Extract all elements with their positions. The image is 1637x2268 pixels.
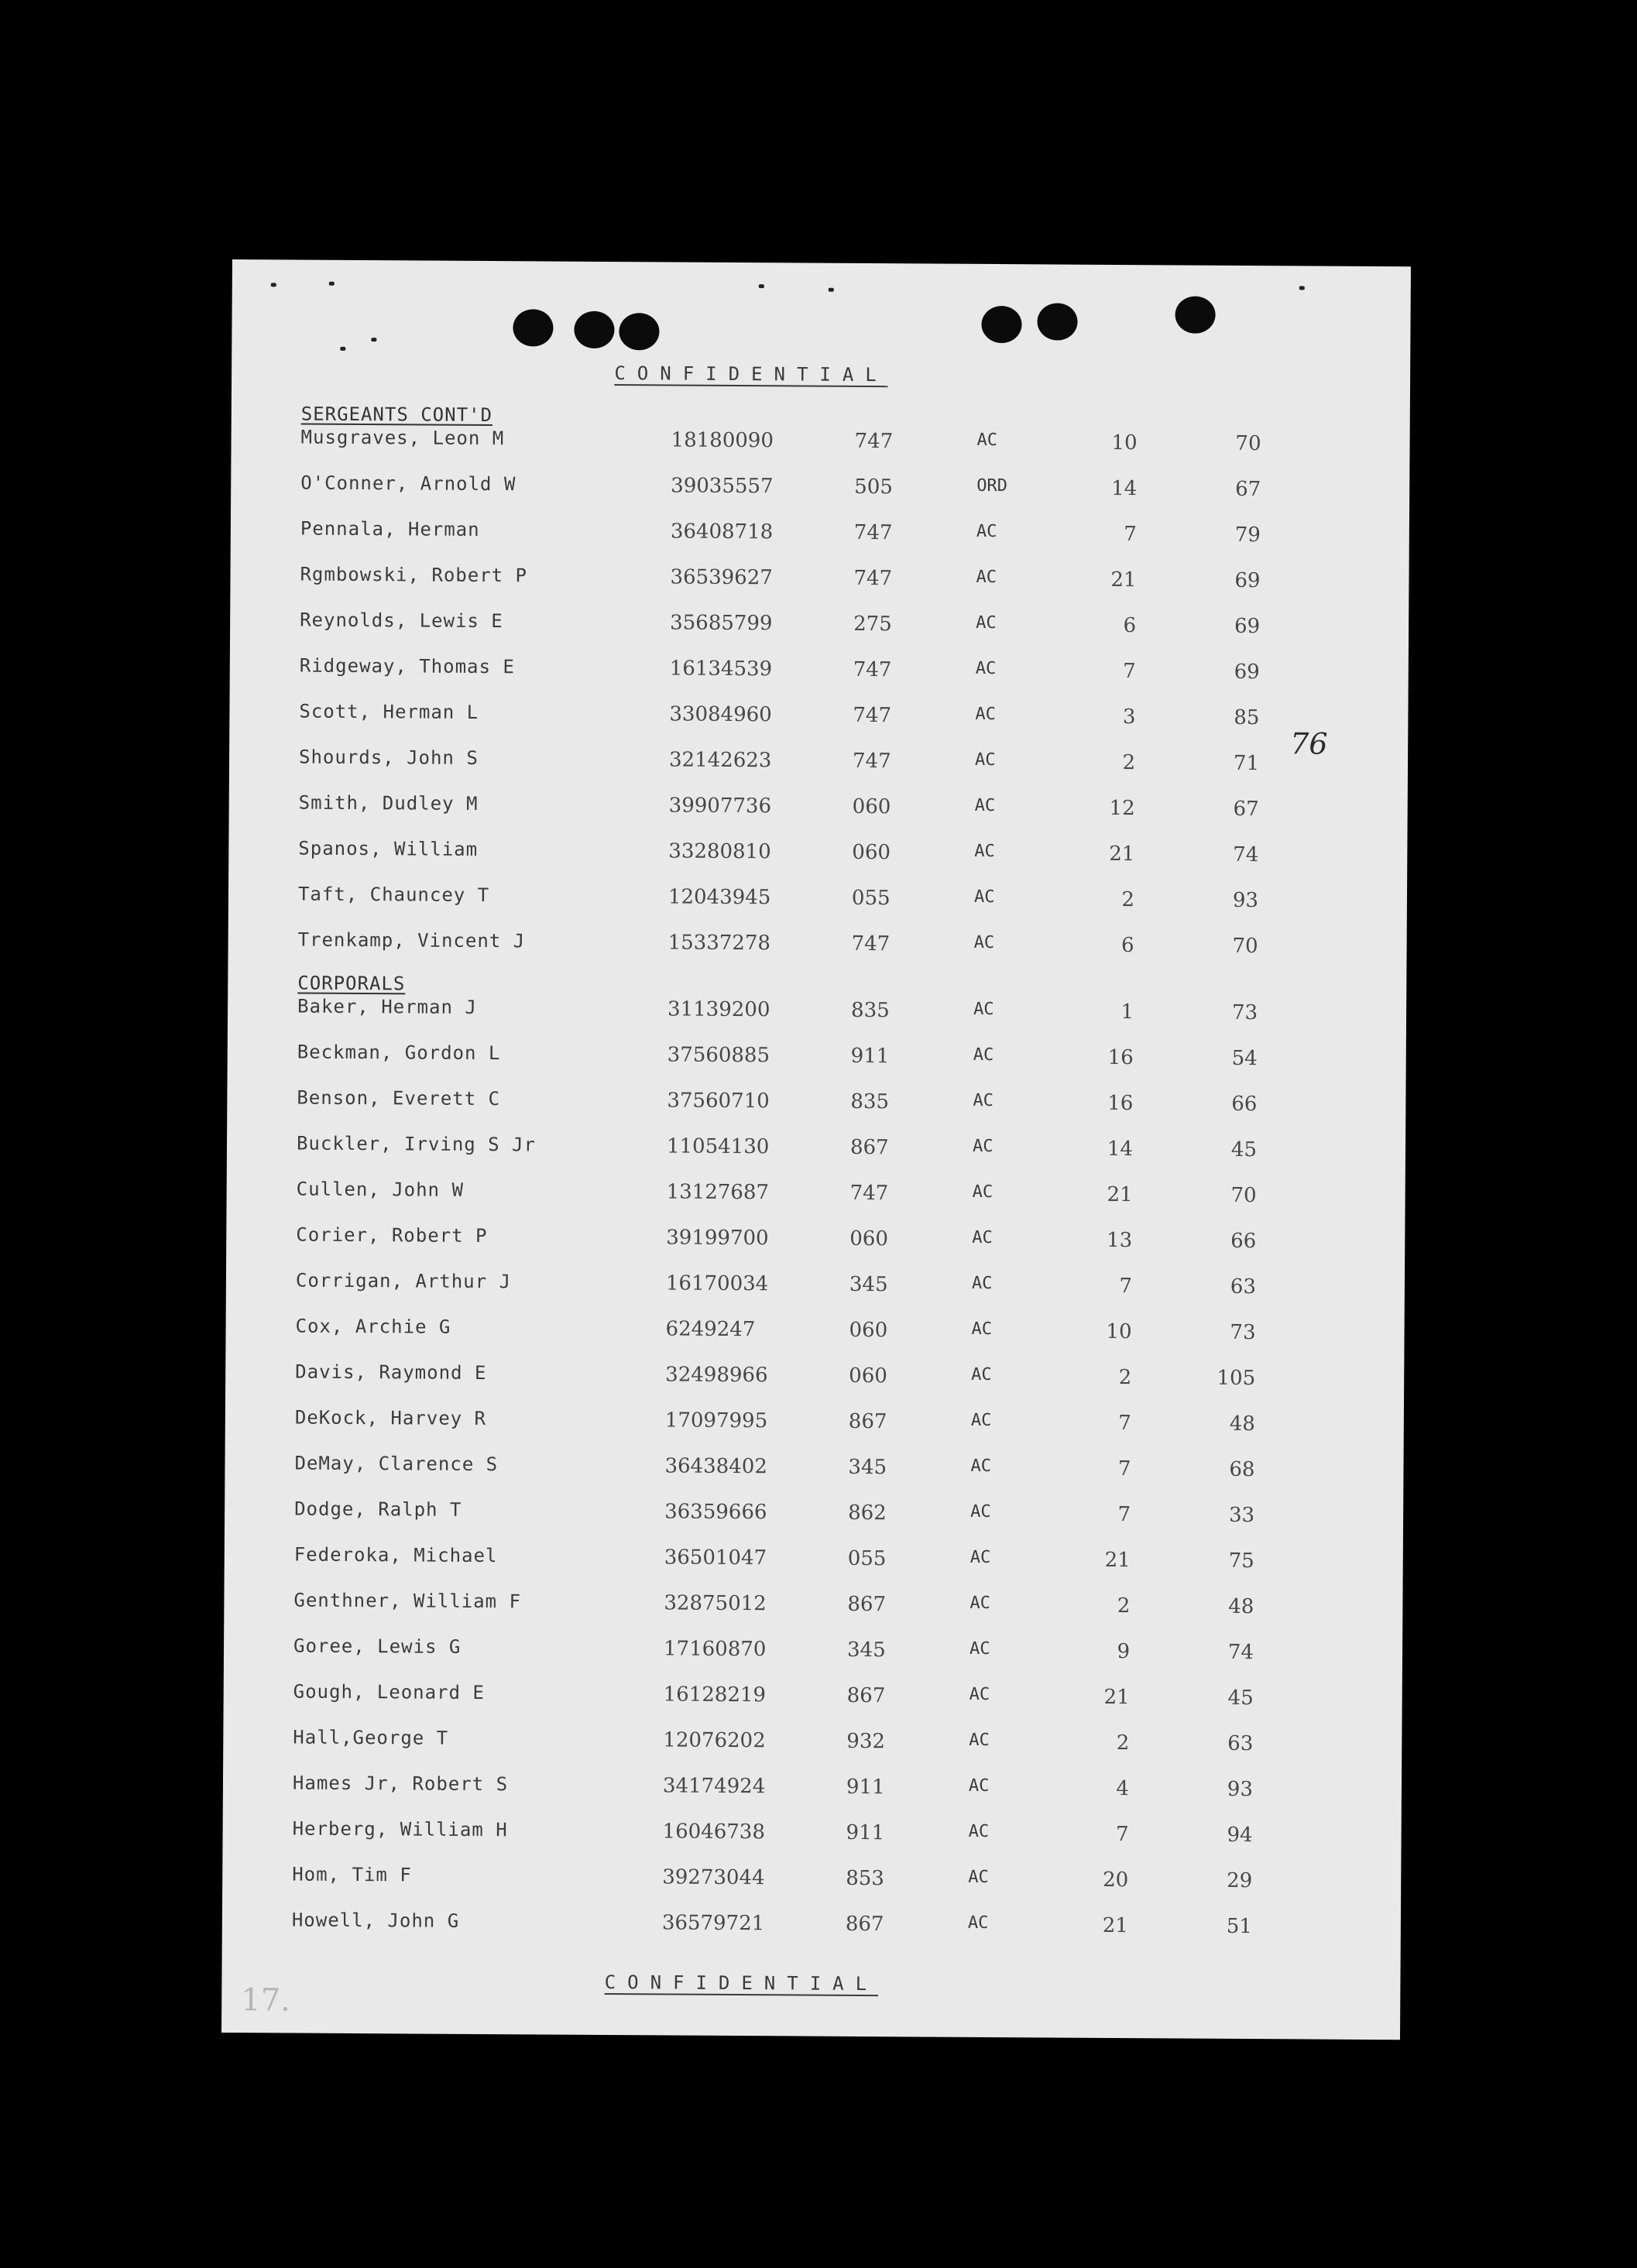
- score-cell: 69: [1234, 614, 1261, 639]
- serial-number-cell: 39273044: [662, 1865, 765, 1890]
- table-row: [226, 1269, 1405, 1307]
- branch-cell: AC: [969, 1730, 990, 1751]
- confidential-header: CONFIDENTIAL: [614, 362, 888, 386]
- count-cell: 20: [1103, 1868, 1129, 1892]
- code-cell: 060: [849, 1318, 888, 1343]
- table-row: [225, 1315, 1404, 1353]
- punch-hole: [981, 306, 1021, 343]
- count-cell: 4: [1116, 1777, 1130, 1801]
- serial-number-cell: 36501047: [664, 1546, 767, 1570]
- count-cell: 7: [1115, 1823, 1129, 1847]
- serial-number-cell: 31139200: [667, 997, 770, 1022]
- specks: [371, 338, 376, 341]
- count-cell: 7: [1118, 1412, 1131, 1436]
- serial-number-cell: 36438402: [664, 1454, 767, 1479]
- name-cell: Hames Jr, Robert S: [292, 1772, 509, 1796]
- branch-cell: AC: [973, 1045, 994, 1065]
- branch-cell: AC: [974, 841, 995, 862]
- name-cell: Goree, Lewis G: [293, 1635, 462, 1658]
- branch-cell: AC: [970, 1410, 992, 1431]
- code-cell: 060: [849, 1227, 889, 1251]
- score-cell: 74: [1233, 842, 1259, 867]
- score-cell: 48: [1229, 1412, 1255, 1436]
- table-row: [228, 837, 1407, 875]
- serial-number-cell: 12043945: [667, 885, 771, 910]
- score-cell: 45: [1227, 1686, 1254, 1710]
- table-row: [230, 563, 1409, 601]
- code-cell: 747: [854, 429, 894, 454]
- name-cell: Davis, Raymond E: [295, 1360, 487, 1384]
- name-cell: Herberg, William H: [292, 1817, 508, 1841]
- score-cell: 105: [1217, 1366, 1256, 1391]
- count-cell: 7: [1117, 1457, 1131, 1481]
- count-cell: 2: [1121, 888, 1135, 912]
- count-cell: 3: [1122, 705, 1136, 729]
- branch-cell: AC: [968, 1821, 990, 1842]
- serial-number-cell: 37560885: [667, 1043, 770, 1068]
- name-cell: Howell, John G: [291, 1909, 460, 1932]
- branch-cell: AC: [969, 1638, 990, 1659]
- code-cell: 747: [852, 749, 891, 774]
- branch-cell: ORD: [976, 475, 1008, 496]
- score-cell: 66: [1230, 1229, 1257, 1254]
- code-cell: 911: [850, 1044, 890, 1069]
- specks: [1299, 286, 1305, 290]
- score-cell: 71: [1233, 751, 1260, 776]
- specks: [340, 347, 345, 351]
- table-row: [230, 609, 1409, 647]
- serial-number-cell: 39907736: [668, 794, 772, 818]
- branch-cell: AC: [971, 1319, 993, 1340]
- score-cell: 51: [1226, 1914, 1252, 1939]
- name-cell: Pennala, Herman: [300, 517, 480, 540]
- name-cell: Benson, Everett C: [297, 1086, 501, 1110]
- score-cell: 67: [1235, 477, 1261, 502]
- serial-number-cell: 17160870: [663, 1637, 767, 1662]
- score-cell: 68: [1229, 1457, 1255, 1482]
- table-row: [229, 700, 1408, 738]
- code-cell: 747: [849, 1181, 889, 1206]
- table-row: [223, 1726, 1402, 1764]
- branch-cell: AC: [976, 521, 997, 542]
- serial-number-cell: 33084960: [669, 702, 772, 727]
- punch-hole: [1037, 303, 1077, 340]
- name-cell: Smith, Dudley M: [298, 791, 479, 815]
- serial-number-cell: 16134539: [669, 657, 773, 681]
- table-row: [231, 472, 1409, 510]
- count-cell: 10: [1106, 1319, 1132, 1344]
- section-title: SERGEANTS CONT'D: [300, 403, 493, 427]
- code-cell: 747: [853, 520, 893, 545]
- count-cell: 14: [1107, 1137, 1134, 1161]
- table-row: [224, 1680, 1402, 1718]
- serial-number-cell: 35685799: [670, 611, 773, 636]
- code-cell: 055: [847, 1546, 887, 1571]
- punch-hole: [513, 309, 553, 346]
- name-cell: Cox, Archie G: [295, 1315, 451, 1338]
- score-cell: 74: [1227, 1640, 1254, 1665]
- table-row: [228, 883, 1407, 921]
- table-row: [225, 1543, 1403, 1581]
- score-cell: 70: [1232, 934, 1258, 959]
- punch-hole: [1175, 296, 1215, 333]
- table-row: [224, 1635, 1402, 1673]
- table-row: [226, 1223, 1405, 1261]
- score-cell: 94: [1227, 1823, 1253, 1848]
- name-cell: DeMay, Clarence S: [294, 1452, 499, 1476]
- code-cell: 060: [852, 794, 891, 819]
- table-row: [230, 654, 1409, 692]
- serial-number-cell: 39199700: [666, 1226, 769, 1251]
- table-row: [225, 1498, 1403, 1535]
- score-cell: 48: [1228, 1594, 1254, 1619]
- count-cell: 2: [1116, 1731, 1130, 1755]
- branch-cell: AC: [976, 430, 998, 451]
- count-cell: 21: [1103, 1685, 1130, 1710]
- score-cell: 67: [1233, 797, 1259, 822]
- count-cell: 10: [1111, 431, 1138, 455]
- branch-cell: AC: [973, 1090, 994, 1111]
- serial-number-cell: 13127687: [666, 1180, 770, 1205]
- table-row: [227, 1178, 1405, 1216]
- serial-number-cell: 36408718: [670, 520, 774, 544]
- count-cell: 21: [1107, 1182, 1133, 1207]
- table-row: [227, 1132, 1405, 1170]
- branch-cell: AC: [970, 1456, 992, 1477]
- score-cell: 69: [1234, 568, 1261, 593]
- score-cell: 29: [1227, 1868, 1253, 1893]
- table-row: [228, 995, 1406, 1033]
- code-cell: 055: [851, 886, 891, 911]
- score-cell: 66: [1231, 1092, 1258, 1117]
- table-row: [225, 1452, 1403, 1490]
- serial-number-cell: 16170034: [665, 1271, 769, 1296]
- serial-number-cell: 32498966: [665, 1363, 768, 1388]
- punch-hole: [619, 313, 659, 350]
- code-cell: 932: [846, 1729, 886, 1754]
- score-cell: 85: [1234, 705, 1260, 730]
- name-cell: Dodge, Ralph T: [294, 1498, 462, 1521]
- specks: [759, 284, 764, 288]
- score-cell: 93: [1232, 888, 1259, 913]
- corner-page-number: 17.: [241, 1982, 291, 2019]
- score-cell: 79: [1234, 523, 1261, 547]
- table-row: [222, 1909, 1401, 1947]
- count-cell: 16: [1107, 1091, 1134, 1116]
- name-cell: Genthner, William F: [293, 1589, 522, 1613]
- branch-cell: AC: [973, 999, 994, 1020]
- name-cell: Cullen, John W: [296, 1178, 465, 1201]
- score-cell: 75: [1228, 1549, 1254, 1573]
- serial-number-cell: 18180090: [671, 428, 774, 453]
- name-cell: Baker, Herman J: [297, 995, 477, 1018]
- code-cell: 835: [850, 998, 890, 1023]
- table-row: [225, 1406, 1404, 1444]
- code-cell: 060: [849, 1364, 887, 1388]
- count-cell: 7: [1117, 1503, 1131, 1527]
- table-row: [222, 1863, 1401, 1901]
- code-cell: 345: [848, 1455, 887, 1480]
- code-cell: 345: [846, 1638, 886, 1662]
- count-cell: 13: [1107, 1228, 1133, 1253]
- count-cell: 12: [1109, 796, 1135, 821]
- handwritten-note: 76: [1290, 726, 1328, 761]
- code-cell: 747: [853, 657, 892, 682]
- name-cell: Beckman, Gordon L: [297, 1041, 501, 1065]
- serial-number-cell: 15337278: [667, 931, 771, 956]
- count-cell: 21: [1104, 1548, 1131, 1573]
- serial-number-cell: 37560710: [667, 1089, 770, 1113]
- code-cell: 835: [850, 1089, 890, 1114]
- name-cell: Shourds, John S: [298, 746, 479, 769]
- table-row: [228, 1041, 1406, 1079]
- table-row: [229, 791, 1408, 829]
- score-cell: 33: [1228, 1503, 1255, 1528]
- branch-cell: AC: [975, 704, 997, 725]
- count-cell: 2: [1122, 751, 1136, 775]
- count-cell: 2: [1118, 1366, 1132, 1390]
- count-cell: 7: [1124, 523, 1137, 547]
- code-cell: 853: [846, 1866, 884, 1891]
- punch-hole: [574, 311, 614, 348]
- code-cell: 867: [848, 1409, 887, 1434]
- branch-cell: AC: [974, 750, 996, 770]
- count-cell: 21: [1102, 1913, 1128, 1938]
- branch-cell: AC: [971, 1364, 992, 1385]
- branch-cell: AC: [974, 795, 996, 816]
- count-cell: 7: [1123, 660, 1136, 684]
- section-title: CORPORALS: [297, 972, 406, 995]
- specks: [829, 288, 834, 292]
- name-cell: Taft, Chauncey T: [297, 883, 490, 907]
- code-cell: 060: [852, 840, 891, 865]
- score-cell: 63: [1227, 1731, 1254, 1756]
- code-cell: 911: [846, 1775, 885, 1800]
- name-cell: Reynolds, Lewis E: [300, 609, 503, 633]
- name-cell: O'Conner, Arnold W: [300, 472, 516, 496]
- score-cell: 69: [1234, 660, 1260, 685]
- serial-number-cell: 36359666: [664, 1500, 767, 1525]
- count-cell: 6: [1123, 614, 1137, 638]
- score-cell: 70: [1235, 431, 1261, 456]
- name-cell: Scott, Herman L: [299, 700, 479, 723]
- name-cell: Gough, Leonard E: [293, 1680, 485, 1704]
- serial-number-cell: 33280810: [668, 839, 771, 864]
- code-cell: 867: [846, 1683, 886, 1708]
- table-row: [222, 1817, 1401, 1855]
- document-page: [221, 259, 1411, 2040]
- branch-cell: AC: [970, 1501, 991, 1522]
- serial-number-cell: 6249247: [665, 1317, 756, 1342]
- score-cell: 93: [1227, 1777, 1254, 1802]
- score-cell: 73: [1231, 1000, 1258, 1025]
- serial-number-cell: 34174924: [662, 1774, 766, 1799]
- code-cell: 505: [854, 475, 893, 499]
- score-cell: 54: [1231, 1046, 1258, 1071]
- table-row: [229, 746, 1408, 784]
- branch-cell: AC: [970, 1547, 991, 1568]
- count-cell: 6: [1121, 934, 1134, 958]
- name-cell: Hall,George T: [293, 1726, 449, 1749]
- code-cell: 911: [846, 1820, 885, 1845]
- count-cell: 7: [1119, 1275, 1133, 1299]
- specks: [271, 283, 276, 287]
- code-cell: 862: [848, 1501, 887, 1525]
- table-row: [228, 928, 1406, 966]
- code-cell: 867: [845, 1912, 884, 1937]
- branch-cell: AC: [970, 1593, 990, 1614]
- table-row: [225, 1360, 1404, 1398]
- name-cell: DeKock, Harvey R: [294, 1406, 487, 1430]
- serial-number-cell: 32875012: [664, 1591, 767, 1616]
- table-row: [224, 1589, 1402, 1627]
- name-cell: Ridgeway, Thomas E: [299, 654, 515, 678]
- code-cell: 747: [853, 566, 893, 591]
- confidential-footer: CONFIDENTIAL: [604, 1971, 879, 1995]
- code-cell: 867: [849, 1135, 889, 1160]
- branch-cell: AC: [969, 1684, 990, 1705]
- branch-cell: AC: [976, 567, 997, 588]
- name-cell: Spanos, William: [298, 837, 479, 860]
- branch-cell: AC: [967, 1913, 989, 1933]
- count-cell: 14: [1111, 476, 1138, 501]
- specks: [329, 282, 335, 286]
- branch-cell: AC: [968, 1776, 990, 1796]
- code-cell: 747: [853, 703, 892, 728]
- name-cell: Corier, Robert P: [296, 1223, 488, 1247]
- branch-cell: AC: [972, 1136, 994, 1157]
- name-cell: Trenkamp, Vincent J: [297, 928, 526, 952]
- name-cell: Federoka, Michael: [293, 1543, 498, 1567]
- serial-number-cell: 12076202: [663, 1728, 766, 1753]
- count-cell: 9: [1117, 1640, 1131, 1664]
- name-cell: Buckler, Irving S Jr: [296, 1132, 537, 1156]
- branch-cell: AC: [976, 612, 997, 633]
- name-cell: Corrigan, Arthur J: [295, 1269, 512, 1293]
- serial-number-cell: 39035557: [671, 474, 774, 499]
- branch-cell: AC: [972, 1182, 994, 1203]
- count-cell: 1: [1121, 1000, 1134, 1024]
- branch-cell: AC: [973, 932, 995, 953]
- code-cell: 867: [847, 1592, 887, 1617]
- serial-number-cell: 17097995: [664, 1408, 768, 1433]
- score-cell: 45: [1230, 1137, 1258, 1162]
- table-row: [231, 426, 1409, 464]
- serial-number-cell: 11054130: [666, 1134, 770, 1159]
- count-cell: 2: [1117, 1594, 1131, 1618]
- code-cell: 275: [853, 612, 892, 636]
- serial-number-cell: 16046738: [662, 1820, 766, 1844]
- serial-number-cell: 32142623: [668, 748, 772, 773]
- table-row: [227, 1086, 1405, 1124]
- serial-number-cell: 16128219: [663, 1683, 767, 1707]
- branch-cell: AC: [972, 1227, 993, 1248]
- branch-cell: AC: [968, 1867, 989, 1888]
- serial-number-cell: 36539627: [670, 565, 773, 590]
- count-cell: 16: [1107, 1045, 1134, 1070]
- branch-cell: AC: [973, 887, 995, 908]
- score-cell: 73: [1230, 1320, 1256, 1345]
- branch-cell: AC: [975, 658, 997, 679]
- code-cell: 345: [849, 1272, 888, 1297]
- name-cell: Hom, Tim F: [292, 1863, 412, 1886]
- score-cell: 63: [1230, 1275, 1257, 1299]
- name-cell: Musgraves, Leon M: [300, 426, 505, 450]
- code-cell: 747: [851, 932, 891, 956]
- score-cell: 70: [1230, 1183, 1257, 1208]
- count-cell: 21: [1109, 842, 1135, 866]
- table-row: [223, 1772, 1402, 1810]
- name-cell: Rgmbowski, Robert P: [300, 563, 528, 587]
- serial-number-cell: 36579721: [661, 1911, 765, 1936]
- table-row: [231, 517, 1409, 555]
- count-cell: 21: [1110, 568, 1137, 592]
- branch-cell: AC: [971, 1273, 993, 1294]
